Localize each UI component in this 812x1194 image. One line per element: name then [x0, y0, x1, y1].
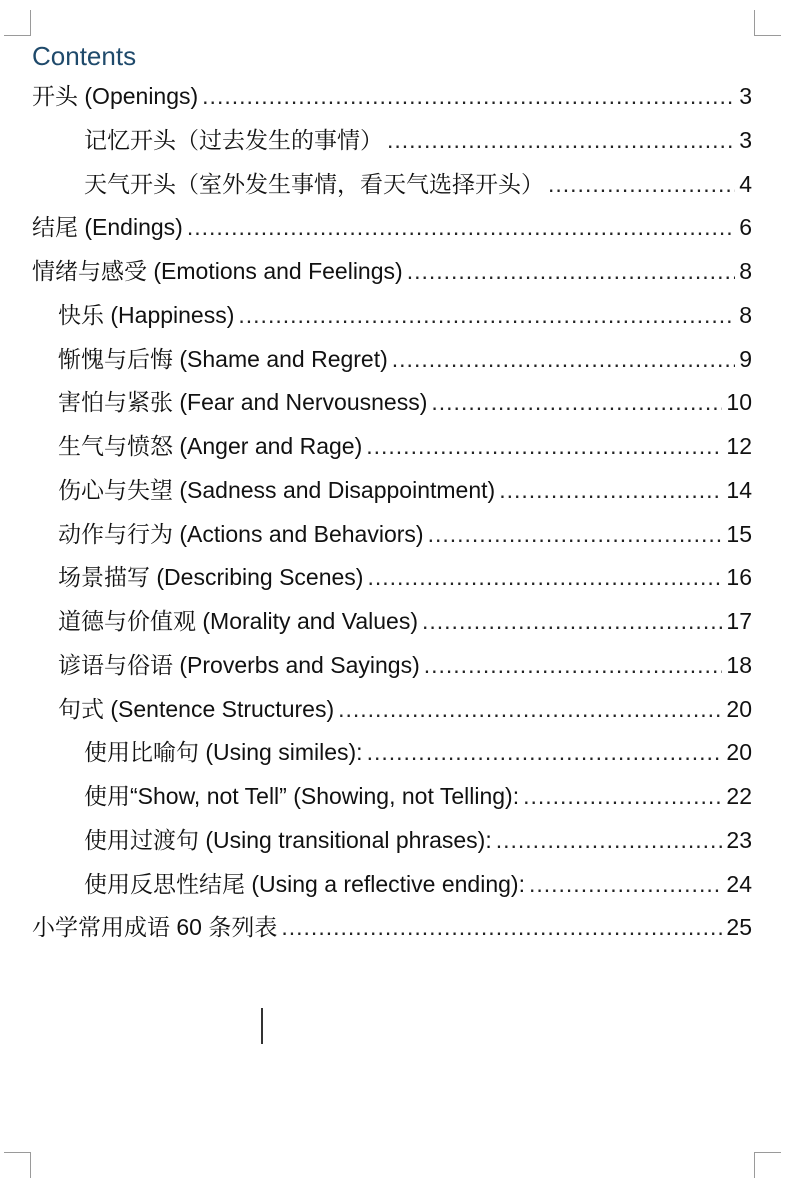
toc-entry-title: 使用过渡句 (Using transitional phrases):: [84, 827, 492, 853]
toc-entry[interactable]: [84, 824, 752, 856]
toc-entry-title: 惭愧与后悔 (Shame and Regret): [58, 346, 388, 372]
toc-entry-title: 使用比喻句 (Using similes):: [84, 739, 363, 765]
toc-entry[interactable]: [58, 343, 752, 375]
toc-entry-page: 23: [726, 827, 752, 853]
toc-dot-leader: [407, 255, 736, 287]
toc-dot-leader: [523, 780, 722, 812]
toc-entry-page: 17: [726, 608, 752, 634]
toc-entry[interactable]: [58, 299, 752, 331]
toc-entry[interactable]: [84, 736, 752, 768]
toc-entry[interactable]: [58, 518, 752, 550]
toc-entry-title: 使用“Show, not Tell” (Showing, not Telling):: [84, 783, 520, 809]
toc-entry[interactable]: [58, 693, 752, 725]
toc-entry-page: 3: [739, 127, 752, 153]
toc-dot-leader: [496, 824, 723, 856]
toc-entry-page: 20: [726, 739, 752, 765]
toc-entry-title: 结尾 (Endings): [32, 214, 183, 240]
toc-entry-page: 24: [726, 871, 752, 897]
toc-entry-page: 18: [726, 652, 752, 678]
toc-dot-leader: [392, 343, 735, 375]
crop-mark-bottom-left-h: [4, 1152, 31, 1153]
toc-entry[interactable]: [84, 780, 752, 812]
toc-dot-leader: [367, 561, 722, 593]
toc-dot-leader: [281, 911, 722, 943]
toc-dot-leader: [422, 605, 722, 637]
toc-dot-leader: [338, 693, 722, 725]
toc-entry[interactable]: [84, 868, 752, 900]
toc-entry-title: 生气与愤怒 (Anger and Rage): [58, 433, 363, 459]
toc-dot-leader: [187, 211, 735, 243]
toc-entry-title: 句式 (Sentence Structures): [58, 696, 335, 722]
toc-entry-page: 16: [726, 564, 752, 590]
toc-dot-leader: [424, 649, 723, 681]
toc-entry[interactable]: [58, 430, 752, 462]
toc-entry-page: 10: [726, 389, 752, 415]
toc-entry-title: 开头 (Openings): [32, 83, 199, 109]
toc-entry-page: 6: [739, 214, 752, 240]
toc-entry-title: 道德与价值观 (Morality and Values): [58, 608, 418, 634]
toc-entry[interactable]: [58, 386, 752, 418]
toc-dot-leader: [387, 124, 735, 156]
toc-entry[interactable]: [32, 80, 752, 112]
toc-dot-leader: [366, 430, 722, 462]
toc-entry-page: 14: [726, 477, 752, 503]
crop-mark-top-left-v: [30, 10, 31, 36]
toc-entry-title: 记忆开头（过去发生的事情）: [84, 127, 383, 153]
toc-entry-title: 动作与行为 (Actions and Behaviors): [58, 521, 424, 547]
crop-mark-top-right-v: [754, 10, 755, 36]
toc-dot-leader: [548, 168, 735, 200]
toc-entry[interactable]: [58, 474, 752, 506]
toc-entry-title: 天气开头（室外发生事情，看天气选择开头）: [84, 171, 544, 197]
toc-entry-title: 谚语与俗语 (Proverbs and Sayings): [58, 652, 420, 678]
toc-entry[interactable]: [58, 649, 752, 681]
crop-mark-bottom-left-v: [30, 1152, 31, 1178]
toc-dot-leader: [367, 736, 723, 768]
toc-entry-title: 情绪与感受 (Emotions and Feelings): [32, 258, 403, 284]
toc-entry-page: 3: [739, 83, 752, 109]
toc-entry-page: 4: [739, 171, 752, 197]
toc-entry[interactable]: [32, 211, 752, 243]
toc-entry-title: 伤心与失望 (Sadness and Disappointment): [58, 477, 496, 503]
toc-entry-page: 22: [726, 783, 752, 809]
toc-dot-leader: [499, 474, 722, 506]
toc-dot-leader: [428, 518, 723, 550]
toc-dot-leader: [238, 299, 735, 331]
crop-mark-bottom-right-v: [754, 1152, 755, 1178]
crop-mark-top-left-h: [4, 35, 31, 36]
text-cursor: [261, 1008, 263, 1044]
toc-entry[interactable]: [58, 605, 752, 637]
toc-dot-leader: [431, 386, 722, 418]
toc-entry-title: 小学常用成语 60 条列表: [32, 914, 278, 940]
toc-dot-leader: [202, 80, 735, 112]
toc-entry-title: 场景描写 (Describing Scenes): [58, 564, 364, 590]
toc-entry-page: 12: [726, 433, 752, 459]
toc-entry[interactable]: [84, 124, 752, 156]
toc-entry-page: 25: [726, 914, 752, 940]
toc-entry-page: 20: [726, 696, 752, 722]
page-title: Contents: [32, 41, 137, 71]
toc-entry[interactable]: [32, 255, 752, 287]
toc-dot-leader: [529, 868, 722, 900]
toc-entry-title: 害怕与紧张 (Fear and Nervousness): [58, 389, 428, 415]
toc-entry[interactable]: [58, 561, 752, 593]
toc-entry-page: 8: [739, 258, 752, 284]
toc-entry-page: 15: [726, 521, 752, 547]
toc-entry[interactable]: [84, 168, 752, 200]
toc-entry-page: 8: [739, 302, 752, 328]
toc-entry-title: 使用反思性结尾 (Using a reflective ending):: [84, 871, 525, 897]
toc-entry[interactable]: [32, 911, 752, 943]
crop-mark-top-right-h: [754, 35, 781, 36]
crop-mark-bottom-right-h: [754, 1152, 781, 1153]
toc-entry-title: 快乐 (Happiness): [58, 302, 235, 328]
toc-entry-page: 9: [739, 346, 752, 372]
